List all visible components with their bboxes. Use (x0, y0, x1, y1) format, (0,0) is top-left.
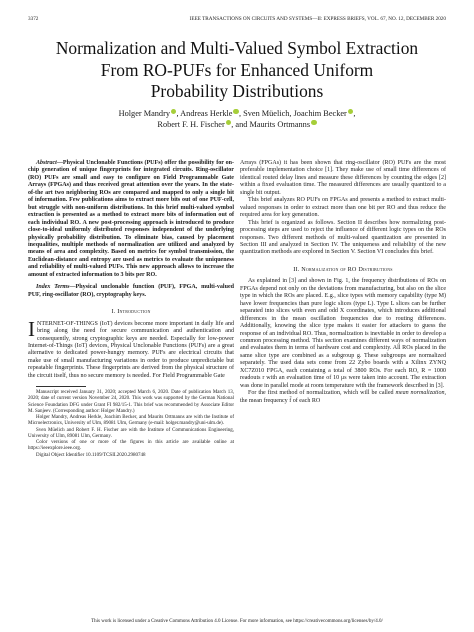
author-name: Robert F. H. Fischer (157, 120, 225, 130)
author-name: , and Maurits Ortmanns (231, 120, 311, 130)
doi-line: Digital Object Identifier 10.1109/TCSII.2020.2980748 (36, 452, 146, 458)
right-column (240, 160, 446, 405)
abstract-label: Abstract— (36, 160, 63, 166)
license-footer: This work is licensed under a Creative Commons Attribution 4.0 License. For more information, see https://creativecommons.org/licenses/by/4.0/ (91, 619, 383, 624)
author-name: , Andreas Herkle (176, 109, 233, 118)
title-line-2: From RO-PUFs for Enhanced Uniform (100, 59, 374, 80)
intro-text: (IoT) devices become more important in daily life and bring along the need for secure communication and authentication and consequently, strong cryptographic keys are needed. Especially for low-power Internet-of-Things (IoT) devices, Physical Unclonable Functions (PUFs) are a great alternative to dedicated power-hungry memory. PUFs are electrical circuits that make use of small manufacturing variations in order to produce unpredictable but repeatable fingerprints. These fingerprints are derived from the physical structure of the circuit itself, thus no secure memory is needed. For Field Programmable Gate (28, 320, 234, 379)
title-line-3: Probability Distributions (150, 81, 324, 101)
index-terms-label: Index Terms— (36, 284, 76, 291)
body-paragraph: As explained in [3] and shown in Fig. 1, the frequency distributions of ROs on FPGAs depend not only on the deviations from manufacturing, but also on the slice type in which the ROs are placed. E.g., slice types with memory capability (type M) have lower frequencies than pure logic slices (type L). Type L slices can be further separated into slices with even and odd X coordinates, which introduces additional differences in the mean oscillation frequencies due to routing differences. Additionally, knowing the slice type makes it easier for attackers to guess the response of an individual RO. Thus, normalization is inevitable in order to develop a common processing method. This section examines different ways of normalization and evaluates them in terms of hardware cost and complexity. All ROs placed in the same slice type are combined as a subgroup g. These subgroups are normalized separately. The used data sets come from 22 Zybo boards with a Xilinx ZYNQ XC7Z010 FPGA, each containing a total of 3800 ROs. For each RO, R = 1000 readouts r with an evaluation time of 10 μs were taken into account. The extraction was done in parallel mode at room temperature with the framework described in [3]. (240, 278, 446, 389)
drop-cap: I (28, 316, 35, 341)
abstract-text: Physical Unclonable Functions (PUFs) offer the possibility for on-chip generation of unique fingerprints for integrated circuits. Ring-oscillator (RO) PUFs are small and easy to configure on Field Programmable Gate Arrays (FPGAs) and thus received great attention over the years. In the state-of-the art two neighboring ROs are compared and mapped to only a single bit of information. Few publications aims to extract more bits out of one PUF-cell, but struggle with non-uniform distributions. In this brief multi-valued symbol extraction is presented as a method to extract more bits of information out of each individual RO. A new post-processing approach is introduced to produce close-to-ideal uniformly distributed responses independent of the underlying physically probability distribution. To eliminate bias, caused by placement inequalities, multiple methods of normalization are utilized and analyzed by means of area and complexity. Based on metrics for symbol transmission, the Euclidean-distance and entropy are used as metrics to evaluate the uniqueness and reliability of multi-valued PUFs. This new approach allows to increase the amount of extracted information to 3 bits per RO. (28, 160, 234, 278)
body-paragraph: For the first method of normalization, which will be called mean normalization, the mean frequency f̄ of each RO (240, 390, 447, 404)
author-separator: , (353, 109, 356, 118)
author-list (28, 108, 446, 130)
title-line-1: Normalization and Multi-Valued Symbol Extraction (55, 38, 419, 58)
index-terms-text: Physical unclonable function (PUF), FPGA, multi-valued PUF, ring-oscillator (RO), cryptography keys. (28, 284, 234, 298)
orcid-icon[interactable] (311, 120, 317, 126)
intro-paragraph (28, 316, 234, 381)
abstract (28, 160, 234, 279)
footnote-rule (36, 386, 86, 387)
paper-title (28, 38, 446, 103)
section-heading: II. Normalization of RO Distributions (293, 265, 393, 273)
emphasis: mean normalization (395, 390, 445, 397)
body-paragraph: Arrays (FPGAs) it has been shown that ring-oscillator (RO) PUFs are the most preferable implementation choice [1]. They make use of small time differences of identical routed delay lines and measure these differences by counting the edges [2] within a fixed evaluation time. The measured differences are usually quantized to a single bit output. (240, 160, 446, 196)
footnote: Manuscript received January 31, 2020; accepted March 6, 2020. Date of publication March 13, 2020; date of current version November 24, 2020. This work was supported by the German National Science Foundation DFG under Grant FI 982/15-1. This brief was recommended by Associate Editor M. Sanjeev. (Corresponding author: Holger Mandry.) (28, 390, 234, 414)
footnote: Holger Mandry, Andreas Herkle, Joachim Becker, and Maurits Ortmanns are with the Institute of Microelectronics, University of Ulm, 89081 Ulm, Germany (e-mail: holger.mandry@uni-ulm.de). (28, 415, 234, 427)
intro-lead-caps: NTERNET-OF-THINGS (37, 320, 98, 327)
author-name: Holger Mandry (118, 109, 170, 118)
body-paragraph: This brief is organized as follows. Section II describes how normalizing post-processing steps are used to reject the influence of different logic types on the ROs responses. Two different methods of multi-valued quantization are presented in Section III and analyzed in Section IV. The uniqueness and reliability of the new quantization methods are explored in Section V. Section VI concludes this brief. (240, 219, 446, 256)
body-paragraph: This brief analyzes RO PUFs on FPGAs and presents a method to extract multi-valued responses in order to extract more than one bit per RO and thus reduce the required area for key generation. (240, 197, 446, 219)
running-head: IEEE TRANSACTIONS ON CIRCUITS AND SYSTEMS—II: EXPRESS BRIEFS, VOL. 67, NO. 12, DECEMBER 2020 (189, 16, 446, 22)
footnote: Color versions of one or more of the figures in this article are available online at https://ieeexplore.ieee.org. (28, 440, 234, 452)
index-terms (28, 284, 234, 299)
page-number: 3372 (28, 16, 39, 22)
left-column (28, 160, 234, 459)
author-name: , Sven Müelich, Joachim Becker (238, 109, 347, 118)
section-heading: I. Introduction (111, 308, 151, 316)
footnote: Sven Müelich and Robert F. H. Fischer are with the Institute of Communications Engineering, University of Ulm, 89081 Ulm, Germany. (28, 427, 234, 439)
